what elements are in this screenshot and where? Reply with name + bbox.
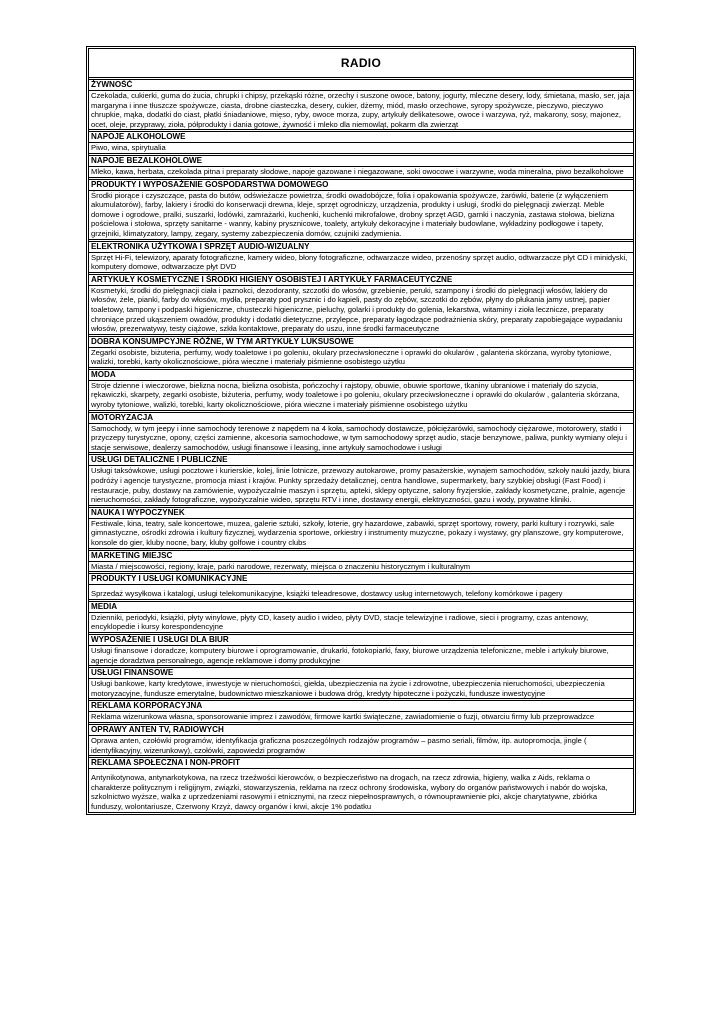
category-header: REKLAMA SPOŁECZNA I NON-PROFIT <box>89 758 633 769</box>
category-header: REKLAMA KORPORACYJNA <box>89 701 633 712</box>
category-description: Środki piorące i czyszczące, pasta do butów, odświeżacze powietrza, środki owadobójcze, folia i opakowania spożywcze, żarówki, baterie (z wyłączeniem akumulatorów), farby, lakiery i środki do konserwacji drewna, kleje, sprzęt ogrodniczy, urządzenia, produkty i usługi, środki do pielęgnacji zwierząt. Meble domowe i ogrodowe, pralki, suszarki, lodówki, zamrażarki, kuchenki, kuchenki mikrofalowe, drobny sprzęt AGD, garnki i naczynia, zastawa stołowa, bielizna pościelowa i stołowa, sprzęty sanitarne - wanny, kabiny prysznicowe, toalety, artykuły dekoracyjne i materiały budowlane, wykładziny podłogowe i tapety, grzejniki, klimatyzatory, lampy, zegary, systemy zabezpieczenia domów, czujniki zadymienia. <box>89 191 633 242</box>
category-description: Sprzęt Hi-Fi, telewizory, aparaty fotograficzne, kamery wideo, błony fotograficzne, odtwarzacze wideo, przenośny sprzęt audio, odtwarzacze płyt CD i minidyski, komputery domowe, odtwarzacze płyt DVD <box>89 253 633 275</box>
category-description: Usługi bankowe, karty kredytowe, inwestycje w nieruchomości, giełda, ubezpieczenia na życie i zdrowotne, ubezpieczenia nieruchomości, ubezpieczenia motoryzacyjne, fundusze emerytalne, budownictwo mieszkaniowe i budowa dróg, kredyty hipoteczne i pożyczki, fundusze inwestycyjne <box>89 679 633 701</box>
category-description: Reklama wizerunkowa własna, sponsorowanie imprez i zawodów, firmowe kartki świąteczne, zawiadomienie o fuzji, otwarciu firmy lub przeprowadzce <box>89 712 633 725</box>
category-section <box>89 156 633 180</box>
category-description: Festiwale, kina, teatry, sale koncertowe, muzea, galerie sztuki, szkoły, loterie, gry hazardowe, zabawki, sprzęt sportowy, rowery, parki kultury i rozrywki, sale gimnastyczne, ośrodki zdrowia i kultury fizycznej, wydarzenia sportowe, orkiestry i instrumenty muzyczne, pokazy i wystawy, gry planszowe, gry komputerowe, konsole do gier, kluby nocne, bary, kluby golfowe i country clubs <box>89 519 633 551</box>
category-header: MOTORYZACJA <box>89 413 633 424</box>
category-header: ŻYWNOŚĆ <box>89 80 633 91</box>
category-section <box>89 242 633 275</box>
category-section <box>89 551 633 575</box>
category-section <box>89 455 633 507</box>
category-header: MODA <box>89 370 633 381</box>
category-description: Miasta / miejscowości, regiony, kraje, parki narodowe, rezerwaty, miejsca o znaczeniu historycznym i kulturalnym <box>89 562 633 575</box>
category-header: NAPOJE BEZALKOHOLOWE <box>89 156 633 167</box>
category-header: USŁUGI FINANSOWE <box>89 668 633 679</box>
category-header: PRODUKTY I USŁUGI KOMUNIKACYJNE <box>89 574 633 585</box>
category-header: MARKETING MIEJSC <box>89 551 633 562</box>
category-table <box>86 46 636 815</box>
category-section <box>89 725 633 758</box>
category-description: Dzienniki, periodyki, książki, płyty winylowe, płyty CD, kasety audio i wideo, płyty DVD, stacje telewizyjne i radiowe, sieci i programy, czas antenowy, encyklopedie i kursy korespondencyjne <box>89 613 633 635</box>
category-header: PRODUKTY I WYPOSAŻENIE GOSPODARSTWA DOMOWEGO <box>89 180 633 191</box>
category-header: MEDIA <box>89 602 633 613</box>
category-description: Sprzedaż wysyłkowa i katalogi, usługi telekomunikacyjne, książki teleadresowe, dostawcy usług internetowych, telefony komórkowe i pagery <box>89 585 633 602</box>
category-header: WYPOSAŻENIE I USŁUGI DLA BIUR <box>89 635 633 646</box>
category-section <box>89 337 633 370</box>
category-section <box>89 701 633 725</box>
category-header: DOBRA KONSUMPCYJNE RÓŻNE, W TYM ARTYKUŁY LUKSUSOWE <box>89 337 633 348</box>
category-description: Usługi taksówkowe, usługi pocztowe i kurierskie, kolej, linie lotnicze, przewozy autokarowe, promy pasażerskie, wynajem samochodów, szkoły nauki jazdy, biura podróży i agencje turystyczne, promocja miast i krajów. Punkty sprzedaży detalicznej, centra handlowe, supermarkety, bary szybkiej obsługi (Fast Food) i restauracje, puby, dostawy na zamówienie, wypożyczalnie maszyn i sprzętu, apteki, sklepy optyczne, salony fryzjerskie, zakłady kosmetyczne, pralnie, agencje nieruchomości, zakłady fotograficzne, wypożyczalnie wideo, sprzętu RTV i inne, dostawcy energii, elektryczności, gazu i wody, prywatne kliniki. <box>89 466 633 507</box>
category-section <box>89 758 633 811</box>
category-section <box>89 413 633 456</box>
category-description: Kosmetyki, środki do pielęgnacji ciała i paznokci, dezodoranty, szczotki do włosów, grzebienie, peruki, szampony i środki do pielęgnacji włosów, lakiery do włosów, żele, pianki, farby do włosów, mydła, preparaty pod prysznic i do kąpieli, pasty do zębów, szczotki do zębów, płyny do płukania jamy ustnej, papier toaletowy, tampony i podpaski higieniczne, chusteczki higieniczne, pieluchy, golarki i produkty do golenia, lekarstwa, witaminy i zioła lecznicze, preparaty chroniące przed ukąszeniem owadów, produkty i dodatki dietetyczne, przylepce, preparaty łagodzące podrażnienia skóry, preparaty zapobiegające wypadaniu włosów, prezerwatywy, testy ciążowe, szkła kontaktowe, preparaty do uszu, inne środki farmaceutyczne <box>89 286 633 337</box>
category-header: ARTYKUŁY KOSMETYCZNE I ŚRODKI HIGIENY OSOBISTEJ I ARTYKUŁY FARMACEUTYCZNE <box>89 275 633 286</box>
category-header: ELEKTRONIKA UŻYTKOWA I SPRZĘT AUDIO-WIZUALNY <box>89 242 633 253</box>
category-description: Usługi finansowe i doradcze, komputery biurowe i oprogramowanie, drukarki, fotokopiarki, faxy, biurowe urządzenia telefoniczne, meble i artykuły biurowe, agencje doradztwa personalnego, agencje reklamowe i domy produkcyjne <box>89 646 633 668</box>
category-section <box>89 132 633 156</box>
category-section <box>89 180 633 242</box>
category-section <box>89 80 633 132</box>
sections-list <box>89 80 633 812</box>
category-description: Stroje dzienne i wieczorowe, bielizna nocna, bielizna osobista, pończochy i rajstopy, obuwie, obuwie sportowe, tkaniny ubraniowe i materiały do szycia, rękawiczki, skarpety, zegarki osobiste, biżuteria, perfumy, wody toaletowe i po goleniu, okulary przeciwsłoneczne i oprawki do okularów , galanteria skórzana, wyroby tytoniowe, walizki, torebki, karty okolicznościowe, pióra wieczne i materiały piśmienne osobistego użytku <box>89 381 633 413</box>
category-section <box>89 574 633 602</box>
category-section <box>89 508 633 551</box>
category-header: NAPOJE ALKOHOLOWE <box>89 132 633 143</box>
category-header: NAUKA I WYPOCZYNEK <box>89 508 633 519</box>
category-description: Oprawa anten, czołówki programów, identyfikacja graficzna poszczególnych rodzajów programów – pasmo seriali, filmów, itp. autopromocja, jingle ( identyfikacyjny, wizerunkowy), czołówki, zapowiedzi programów <box>89 736 633 758</box>
category-section <box>89 635 633 668</box>
page-title: RADIO <box>89 49 633 80</box>
category-section <box>89 668 633 701</box>
category-description: Zegarki osobiste, biżuteria, perfumy, wody toaletowe i po goleniu, okulary przeciwsłoneczne i oprawki do okularów , galanteria skórzana, wyroby tytoniowe, walizki, torebki, karty okolicznościowe, pióra wieczne i materiały piśmienne osobistego użytku <box>89 348 633 370</box>
category-section <box>89 370 633 413</box>
category-description: Samochody, w tym jeepy i inne samochody terenowe z napędem na 4 koła, samochody dostawcze, półciężarówki, samochody ciężarowe, motorowery, statki i przyczepy turystyczne, opony, części zamienne, akcesoria samochodowe, w tym samochodowy sprzęt audio, stacje benzynowe, paliwa, punkty wymiany oleju i stacje serwisowe, dealerzy samochodów, usługi finansowe i leasing, inne artykuły samochodowe i usługi <box>89 424 633 456</box>
category-section <box>89 275 633 337</box>
category-section <box>89 602 633 635</box>
category-header: OPRAWY ANTEN TV, RADIOWYCH <box>89 725 633 736</box>
category-description: Czekolada, cukierki, guma do żucia, chrupki i chipsy, przekąski różne, orzechy i suszone owoce, batony, jogurty, mleczne desery, lody, śmietana, masło, ser, jaja margaryna i inne tłuszcze spożywcze, ciasta, drobne ciasteczka, desery, cukier, dżemy, miód, masło orzechowe, syropy spożywcze, pieczywo, pieczywo chrupkie, mąka, dodatki do ciast, płatki śniadaniowe, mięso, ryby, owoce morza, zupy, artykuły delikatesowe, owoce i warzywa, ryż, makarony, sosy, majonez, ocet, oleje, przyprawy, zioła, półprodukty i dania gotowe, żywność i mleko dla niemowląt, pokarm dla zwierząt <box>89 91 633 132</box>
category-description: Antynikotynowa, antynarkotykowa, na rzecz trzeźwości kierowców, o bezpieczeństwo na drogach, na rzecz zdrowia, higieny, walka z Aids, reklama o charakterze politycznym i religijnym, związki, stowarzyszenia, reklama na rzecz ochrony środowiska, wybory do organów państwowych i nabór do wojska, szkolnictwo wyższe, walka z uprzedzeniami rasowymi i etnicznymi, na rzecz niepełnosprawnych, o równouprawnienie płci, akcje charytatywne, zbiórka funduszy, wolontariusze, Czerwony Krzyż, dawcy organów i krwi, akcje 1% podatku <box>91 773 608 811</box>
category-description: Mleko, kawa, herbata, czekolada pitna i preparaty słodowe, napoje gazowane i niegazowane, soki owocowe i warzywne, woda mineralna, piwo bezalkoholowe <box>89 167 633 180</box>
category-header: USŁUGI DETALICZNE I PUBLICZNE <box>89 455 633 466</box>
category-description: Piwo, wina, spirytualia <box>89 143 633 156</box>
